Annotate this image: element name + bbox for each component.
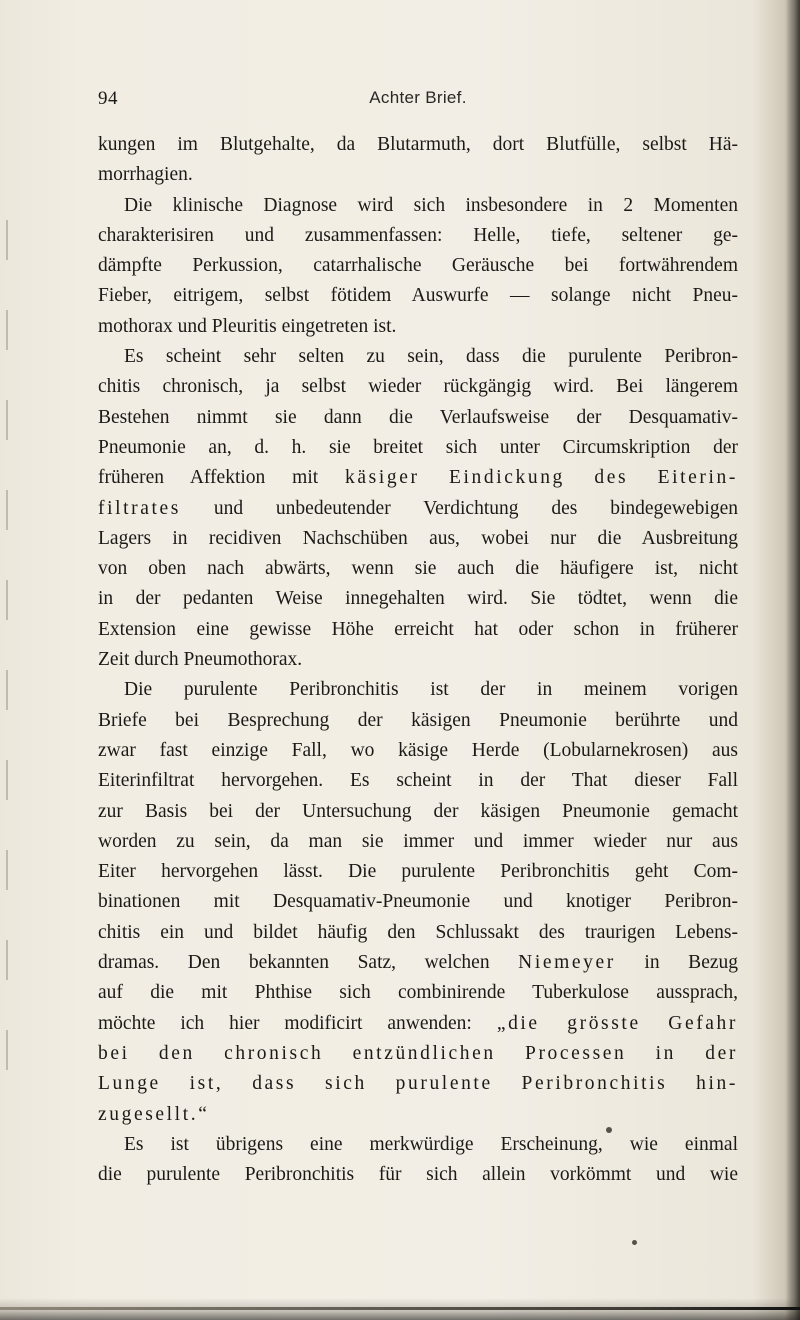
text-segment: möchte ich hier modificirt anwenden: xyxy=(98,1012,497,1034)
text-segment: chitis ein und bildet häufig den Schlussakt des traurigen Lebens- xyxy=(98,921,738,943)
text-line xyxy=(98,948,738,978)
text-segment: Die purulente Peribronchitis ist der in meinem vorigen xyxy=(124,679,738,701)
text-line xyxy=(98,797,738,827)
text-line xyxy=(98,978,738,1008)
text-line xyxy=(98,463,738,493)
text-line xyxy=(98,766,738,796)
text-segment: Pneumonie an, d. h. sie breitet sich unter Circumskription der xyxy=(98,436,738,458)
text-segment: Briefe bei Besprechung der käsigen Pneumonie berührte und xyxy=(98,709,738,731)
page-edge-shadow xyxy=(786,0,800,1320)
text-segment: die purulente Peribronchitis für sich allein vorkömmt und wie xyxy=(98,1164,738,1186)
text-line xyxy=(98,1160,738,1190)
spaced-emphasis-text: käsiger Eindickung des Eiterin- xyxy=(345,467,738,489)
spaced-emphasis-text: zugesellt. xyxy=(98,1103,199,1125)
text-segment: in Bezug xyxy=(615,952,739,974)
page-bottom-rule xyxy=(0,1307,800,1310)
text-segment: Bestehen nimmt sie dann die Verlaufsweise der Desquamativ- xyxy=(98,406,738,428)
text-line xyxy=(98,160,738,190)
text-line xyxy=(98,1009,738,1039)
spaced-emphasis-text: Niemeyer xyxy=(518,952,616,974)
text-segment: Lagers in recidiven Nachschüben aus, wobei nur die Ausbreitung xyxy=(98,527,738,549)
text-line xyxy=(98,130,738,160)
text-segment: worden zu sein, da man sie immer und immer wieder nur aus xyxy=(98,830,738,852)
body-text xyxy=(98,130,738,1190)
text-segment: Eiter hervorgehen lässt. Die purulente Peribronchitis geht Com- xyxy=(98,861,738,883)
text-segment: zur Basis bei der Untersuchung der käsigen Pneumonie gemacht xyxy=(98,800,738,822)
text-segment: dramas. Den bekannten Satz, welchen xyxy=(98,952,519,974)
text-segment: dämpfte Perkussion, catarrhalische Geräusche bei fortwährendem xyxy=(98,255,738,277)
text-line xyxy=(98,675,738,705)
text-line xyxy=(98,827,738,857)
text-line xyxy=(98,372,738,402)
text-line xyxy=(98,1039,738,1069)
text-line xyxy=(98,887,738,917)
text-line xyxy=(98,433,738,463)
text-line xyxy=(98,1100,738,1130)
text-line xyxy=(98,857,738,887)
text-segment: Es ist übrigens eine merkwürdige Erscheinung, wie einmal xyxy=(124,1133,738,1155)
page-margin-marks xyxy=(6,220,8,1120)
text-segment: zwar fast einzige Fall, wo käsige Herde (Lobularnekrosen) aus xyxy=(98,739,738,761)
text-line xyxy=(98,615,738,645)
text-segment: kungen im Blutgehalte, da Blutarmuth, dort Blutfülle, selbst Hä- xyxy=(98,134,738,155)
ink-speck xyxy=(606,1127,612,1133)
text-line xyxy=(98,736,738,766)
ink-speck xyxy=(632,1240,637,1245)
text-segment: und unbedeutender Verdichtung des bindegewebigen xyxy=(180,497,738,519)
text-segment: Fieber, eitrigem, selbst fötidem Auswurfe — solange nicht Pneu- xyxy=(98,285,738,307)
text-segment: Zeit durch Pneumothorax. xyxy=(98,649,303,671)
text-line xyxy=(98,1130,738,1160)
text-line xyxy=(98,342,738,372)
text-segment: früheren Affektion mit xyxy=(98,467,346,489)
text-segment: Es scheint sehr selten zu sein, dass die purulente Peribron- xyxy=(124,346,738,368)
text-line xyxy=(98,281,738,311)
spaced-emphasis-text: Lunge ist, dass sich purulente Peribronchitis hin- xyxy=(98,1073,738,1095)
running-title: Achter Brief. xyxy=(369,88,467,107)
spaced-emphasis-text: „die grösste Gefahr xyxy=(496,1012,738,1034)
text-line xyxy=(98,524,738,554)
page-header xyxy=(98,88,738,112)
text-line xyxy=(98,645,738,675)
text-segment: chitis chronisch, ja selbst wieder rückgängig wird. Bei längerem xyxy=(98,376,738,398)
text-segment: mothorax und Pleuritis eingetreten ist. xyxy=(98,315,397,337)
text-line xyxy=(98,494,738,524)
text-segment: morrhagien. xyxy=(98,164,193,186)
text-segment: in der pedanten Weise innegehalten wird. Sie tödtet, wenn die xyxy=(98,588,738,610)
text-line xyxy=(98,403,738,433)
spaced-emphasis-text: filtrates xyxy=(98,497,181,519)
text-segment: charakterisiren und zusammenfassen: Helle, tiefe, seltener ge- xyxy=(98,224,738,246)
text-line xyxy=(98,312,738,342)
text-segment: Extension eine gewisse Höhe erreicht hat oder schon in früherer xyxy=(98,618,738,640)
text-line xyxy=(98,251,738,281)
text-segment: Die klinische Diagnose wird sich insbesondere in 2 Momenten xyxy=(124,194,738,216)
text-segment: von oben nach abwärts, wenn sie auch die häufigere ist, nicht xyxy=(98,558,738,580)
text-line xyxy=(98,554,738,584)
text-line xyxy=(98,191,738,221)
text-line xyxy=(98,1069,738,1099)
text-line xyxy=(98,706,738,736)
text-line xyxy=(98,918,738,948)
text-segment: binationen mit Desquamativ-Pneumonie und knotiger Peribron- xyxy=(98,891,738,913)
text-segment: “ xyxy=(198,1103,207,1125)
spaced-emphasis-text: bei den chronisch entzündlichen Processen in der xyxy=(98,1042,738,1064)
text-line xyxy=(98,584,738,614)
text-segment: auf die mit Phthise sich combinirende Tuberkulose aussprach, xyxy=(98,982,738,1004)
text-segment: Eiterinfiltrat hervorgehen. Es scheint in der That dieser Fall xyxy=(98,770,738,792)
text-line xyxy=(98,221,738,251)
page-number: 94 xyxy=(98,88,118,109)
